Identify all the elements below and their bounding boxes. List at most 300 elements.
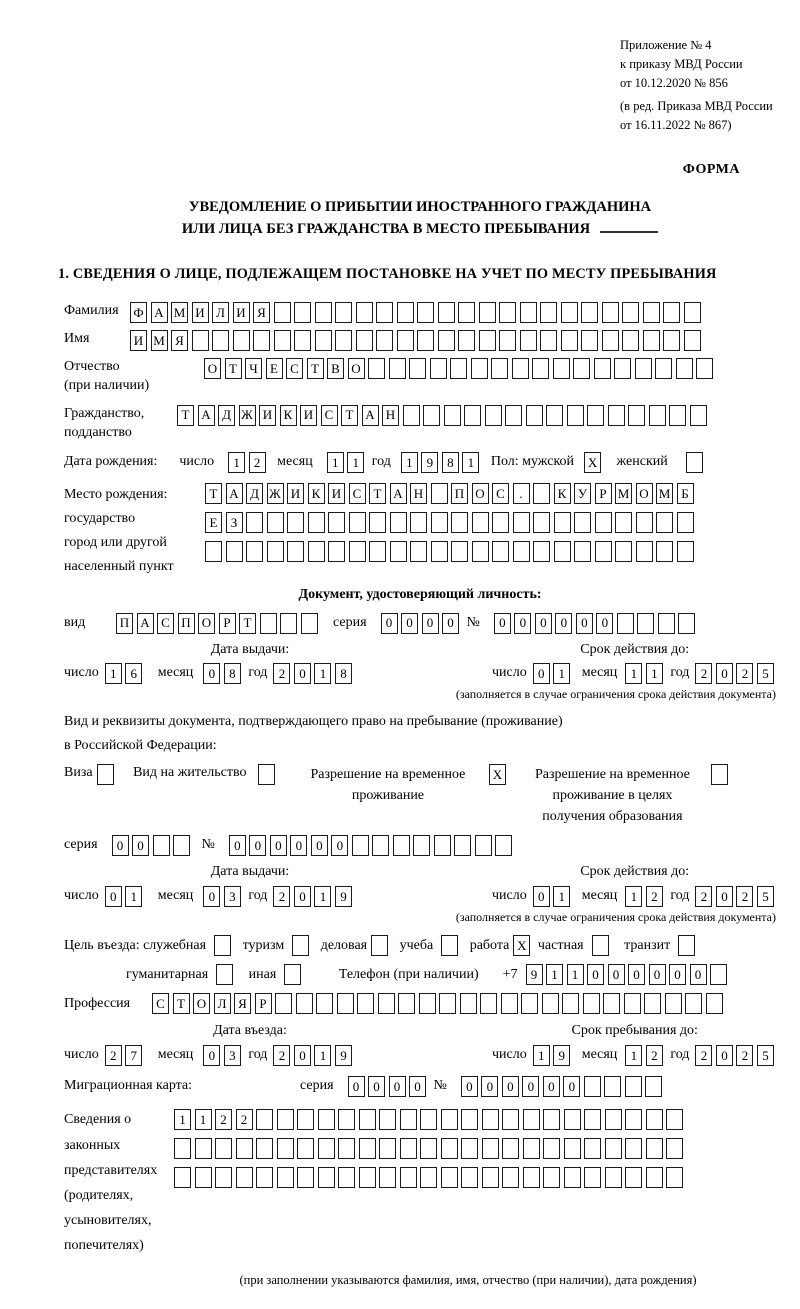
char-box[interactable]: 1 <box>125 886 142 907</box>
char-box[interactable]: Т <box>205 483 222 504</box>
char-box[interactable] <box>584 1138 601 1159</box>
char-box[interactable]: Т <box>239 613 256 634</box>
char-box[interactable]: 9 <box>526 964 543 985</box>
char-box[interactable] <box>400 1109 417 1130</box>
char-box[interactable]: 3 <box>224 1045 241 1066</box>
char-box[interactable]: 0 <box>649 964 666 985</box>
char-box[interactable] <box>502 1138 519 1159</box>
entry-day-input[interactable] <box>105 1045 146 1066</box>
char-box[interactable] <box>643 330 660 351</box>
char-box[interactable]: Ф <box>130 302 147 323</box>
char-box[interactable]: 1 <box>553 663 570 684</box>
char-box[interactable] <box>294 302 311 323</box>
permit-issue-year-input[interactable] <box>273 886 355 907</box>
char-box[interactable]: 0 <box>409 1076 426 1097</box>
char-box[interactable]: 6 <box>125 663 142 684</box>
char-box[interactable] <box>540 302 557 323</box>
citizenship-input[interactable] <box>177 405 710 426</box>
char-box[interactable] <box>523 1109 540 1130</box>
char-box[interactable] <box>297 1138 314 1159</box>
permit-issue-month-input[interactable] <box>203 886 244 907</box>
char-box[interactable] <box>215 1138 232 1159</box>
char-box[interactable] <box>410 512 427 533</box>
doc-issue-day-input[interactable] <box>105 663 146 684</box>
char-box[interactable] <box>246 541 263 562</box>
purpose-transit-checkbox[interactable] <box>678 935 699 956</box>
char-box[interactable]: 2 <box>273 663 290 684</box>
entry-month-input[interactable] <box>203 1045 244 1066</box>
checkbox[interactable] <box>258 764 275 785</box>
char-box[interactable]: М <box>171 302 188 323</box>
char-box[interactable] <box>337 993 354 1014</box>
char-box[interactable]: Л <box>212 302 229 323</box>
char-box[interactable] <box>643 302 660 323</box>
char-box[interactable]: Т <box>307 358 324 379</box>
char-box[interactable]: 0 <box>535 613 552 634</box>
checkbox[interactable] <box>284 964 301 985</box>
checkbox[interactable] <box>592 935 609 956</box>
char-box[interactable] <box>520 330 537 351</box>
char-box[interactable] <box>540 330 557 351</box>
char-box[interactable]: 1 <box>347 452 364 473</box>
char-box[interactable] <box>441 1167 458 1188</box>
char-box[interactable]: С <box>492 483 509 504</box>
char-box[interactable]: 0 <box>608 964 625 985</box>
char-box[interactable] <box>646 1167 663 1188</box>
char-box[interactable]: 0 <box>628 964 645 985</box>
char-box[interactable] <box>605 1167 622 1188</box>
char-box[interactable]: 0 <box>533 663 550 684</box>
char-box[interactable]: 1 <box>567 964 584 985</box>
phone-input[interactable] <box>526 964 731 985</box>
birth-month-input[interactable] <box>327 452 368 473</box>
doc-issue-year-input[interactable] <box>273 663 355 684</box>
char-box[interactable] <box>501 993 518 1014</box>
char-box[interactable] <box>431 512 448 533</box>
char-box[interactable] <box>192 330 209 351</box>
char-box[interactable]: П <box>116 613 133 634</box>
surname-input[interactable] <box>130 302 704 323</box>
char-box[interactable] <box>684 330 701 351</box>
char-box[interactable]: Е <box>266 358 283 379</box>
char-box[interactable] <box>512 358 529 379</box>
char-box[interactable]: 0 <box>381 613 398 634</box>
char-box[interactable] <box>376 302 393 323</box>
char-box[interactable]: 0 <box>563 1076 580 1097</box>
char-box[interactable] <box>521 993 538 1014</box>
char-box[interactable]: 0 <box>331 835 348 856</box>
char-box[interactable]: 0 <box>533 886 550 907</box>
char-box[interactable]: 1 <box>314 886 331 907</box>
char-box[interactable] <box>410 541 427 562</box>
char-box[interactable] <box>369 512 386 533</box>
stay-year-input[interactable] <box>695 1045 777 1066</box>
permit-valid-day-input[interactable] <box>533 886 574 907</box>
char-box[interactable]: Б <box>677 483 694 504</box>
char-box[interactable] <box>464 405 481 426</box>
char-box[interactable] <box>564 1109 581 1130</box>
char-box[interactable]: 1 <box>327 452 344 473</box>
char-box[interactable] <box>663 330 680 351</box>
char-box[interactable] <box>625 1167 642 1188</box>
char-box[interactable] <box>423 405 440 426</box>
char-box[interactable] <box>480 993 497 1014</box>
char-box[interactable]: Н <box>410 483 427 504</box>
char-box[interactable]: Т <box>177 405 194 426</box>
char-box[interactable] <box>472 541 489 562</box>
char-box[interactable]: 2 <box>215 1109 232 1130</box>
patronymic-input[interactable] <box>204 358 717 379</box>
char-box[interactable]: И <box>287 483 304 504</box>
char-box[interactable] <box>260 613 277 634</box>
char-box[interactable] <box>526 405 543 426</box>
char-box[interactable] <box>274 302 291 323</box>
char-box[interactable] <box>584 1167 601 1188</box>
char-box[interactable] <box>335 302 352 323</box>
checkbox[interactable] <box>371 935 388 956</box>
checkbox[interactable] <box>292 935 309 956</box>
char-box[interactable] <box>615 541 632 562</box>
char-box[interactable]: 0 <box>494 613 511 634</box>
checkbox[interactable] <box>441 935 458 956</box>
char-box[interactable] <box>277 1167 294 1188</box>
char-box[interactable]: Д <box>246 483 263 504</box>
char-box[interactable] <box>256 1167 273 1188</box>
char-box[interactable] <box>236 1138 253 1159</box>
doc-number-input[interactable] <box>494 613 699 634</box>
char-box[interactable] <box>554 541 571 562</box>
char-box[interactable] <box>523 1167 540 1188</box>
char-box[interactable] <box>542 993 559 1014</box>
char-box[interactable]: 0 <box>461 1076 478 1097</box>
char-box[interactable] <box>628 405 645 426</box>
char-box[interactable] <box>174 1138 191 1159</box>
char-box[interactable]: Т <box>369 483 386 504</box>
char-box[interactable]: 1 <box>646 663 663 684</box>
char-box[interactable] <box>393 835 410 856</box>
char-box[interactable]: С <box>157 613 174 634</box>
char-box[interactable] <box>655 358 672 379</box>
char-box[interactable] <box>246 512 263 533</box>
char-box[interactable]: К <box>280 405 297 426</box>
char-box[interactable]: У <box>574 483 591 504</box>
char-box[interactable] <box>349 512 366 533</box>
checkbox[interactable]: X <box>584 452 601 473</box>
permit-valid-year-input[interactable] <box>695 886 777 907</box>
char-box[interactable] <box>581 302 598 323</box>
char-box[interactable] <box>274 330 291 351</box>
char-box[interactable] <box>438 330 455 351</box>
char-box[interactable] <box>444 405 461 426</box>
char-box[interactable]: О <box>204 358 221 379</box>
char-box[interactable]: 0 <box>716 1045 733 1066</box>
char-box[interactable] <box>308 512 325 533</box>
char-box[interactable] <box>602 302 619 323</box>
char-box[interactable]: П <box>451 483 468 504</box>
char-box[interactable] <box>677 512 694 533</box>
char-box[interactable]: Т <box>341 405 358 426</box>
char-box[interactable]: 0 <box>481 1076 498 1097</box>
char-box[interactable] <box>646 1109 663 1130</box>
char-box[interactable]: 0 <box>249 835 266 856</box>
char-box[interactable]: 8 <box>442 452 459 473</box>
char-box[interactable] <box>431 541 448 562</box>
char-box[interactable] <box>417 302 434 323</box>
char-box[interactable]: 0 <box>442 613 459 634</box>
char-box[interactable] <box>441 1138 458 1159</box>
char-box[interactable] <box>267 541 284 562</box>
char-box[interactable] <box>602 330 619 351</box>
char-box[interactable]: И <box>192 302 209 323</box>
char-box[interactable] <box>479 302 496 323</box>
char-box[interactable] <box>677 541 694 562</box>
char-box[interactable]: П <box>178 613 195 634</box>
mig-series-input[interactable] <box>348 1076 430 1097</box>
char-box[interactable] <box>561 330 578 351</box>
char-box[interactable]: 0 <box>294 663 311 684</box>
char-box[interactable]: И <box>259 405 276 426</box>
char-box[interactable] <box>495 835 512 856</box>
char-box[interactable]: И <box>130 330 147 351</box>
char-box[interactable] <box>400 1138 417 1159</box>
char-box[interactable] <box>287 541 304 562</box>
char-box[interactable] <box>458 302 475 323</box>
char-box[interactable] <box>296 993 313 1014</box>
char-box[interactable] <box>461 1167 478 1188</box>
purpose-humanitarian-checkbox[interactable] <box>216 964 237 985</box>
char-box[interactable]: 1 <box>625 663 642 684</box>
char-box[interactable]: С <box>321 405 338 426</box>
char-box[interactable] <box>450 358 467 379</box>
purpose-official-checkbox[interactable] <box>214 935 235 956</box>
char-box[interactable]: 3 <box>224 886 241 907</box>
char-box[interactable]: 2 <box>105 1045 122 1066</box>
char-box[interactable] <box>174 1167 191 1188</box>
char-box[interactable]: Р <box>255 993 272 1014</box>
birthplace-input-row3[interactable] <box>205 541 697 562</box>
char-box[interactable] <box>195 1138 212 1159</box>
char-box[interactable]: 0 <box>105 886 122 907</box>
char-box[interactable] <box>690 405 707 426</box>
char-box[interactable]: 2 <box>736 1045 753 1066</box>
residence-permit-checkbox[interactable] <box>258 764 279 785</box>
char-box[interactable]: М <box>615 483 632 504</box>
char-box[interactable]: 0 <box>270 835 287 856</box>
char-box[interactable] <box>376 330 393 351</box>
char-box[interactable]: 1 <box>625 886 642 907</box>
char-box[interactable] <box>359 1138 376 1159</box>
char-box[interactable] <box>533 541 550 562</box>
char-box[interactable]: 0 <box>669 964 686 985</box>
char-box[interactable]: Л <box>214 993 231 1014</box>
char-box[interactable]: Я <box>234 993 251 1014</box>
char-box[interactable]: 0 <box>596 613 613 634</box>
char-box[interactable]: 0 <box>294 1045 311 1066</box>
char-box[interactable]: 1 <box>314 1045 331 1066</box>
char-box[interactable] <box>614 358 631 379</box>
char-box[interactable]: 1 <box>401 452 418 473</box>
char-box[interactable]: 5 <box>757 886 774 907</box>
char-box[interactable]: С <box>349 483 366 504</box>
char-box[interactable]: 1 <box>553 886 570 907</box>
char-box[interactable] <box>173 835 190 856</box>
char-box[interactable]: Р <box>595 483 612 504</box>
char-box[interactable]: 2 <box>695 886 712 907</box>
char-box[interactable] <box>417 330 434 351</box>
char-box[interactable] <box>482 1109 499 1130</box>
char-box[interactable] <box>397 330 414 351</box>
char-box[interactable]: 1 <box>228 452 245 473</box>
entry-year-input[interactable] <box>273 1045 355 1066</box>
char-box[interactable] <box>398 993 415 1014</box>
char-box[interactable] <box>379 1138 396 1159</box>
char-box[interactable]: О <box>198 613 215 634</box>
char-box[interactable] <box>562 993 579 1014</box>
char-box[interactable] <box>656 512 673 533</box>
char-box[interactable] <box>706 993 723 1014</box>
char-box[interactable] <box>635 358 652 379</box>
char-box[interactable]: М <box>151 330 168 351</box>
char-box[interactable] <box>420 1167 437 1188</box>
char-box[interactable] <box>491 358 508 379</box>
char-box[interactable]: 0 <box>401 613 418 634</box>
char-box[interactable] <box>543 1138 560 1159</box>
char-box[interactable] <box>615 512 632 533</box>
profession-input[interactable] <box>152 993 726 1014</box>
char-box[interactable] <box>390 541 407 562</box>
char-box[interactable] <box>625 1109 642 1130</box>
char-box[interactable] <box>646 1138 663 1159</box>
char-box[interactable]: 0 <box>716 663 733 684</box>
char-box[interactable]: 0 <box>112 835 129 856</box>
char-box[interactable]: 1 <box>195 1109 212 1130</box>
char-box[interactable]: Н <box>382 405 399 426</box>
char-box[interactable] <box>471 358 488 379</box>
char-box[interactable] <box>594 358 611 379</box>
char-box[interactable]: И <box>233 302 250 323</box>
char-box[interactable] <box>297 1167 314 1188</box>
char-box[interactable]: О <box>472 483 489 504</box>
char-box[interactable] <box>315 330 332 351</box>
char-box[interactable] <box>684 302 701 323</box>
permit-number-input[interactable] <box>229 835 516 856</box>
doc-valid-month-input[interactable] <box>625 663 666 684</box>
char-box[interactable] <box>492 512 509 533</box>
char-box[interactable] <box>665 993 682 1014</box>
char-box[interactable]: А <box>137 613 154 634</box>
char-box[interactable] <box>663 302 680 323</box>
char-box[interactable]: 1 <box>625 1045 642 1066</box>
char-box[interactable] <box>505 405 522 426</box>
char-box[interactable] <box>617 613 634 634</box>
char-box[interactable]: Е <box>205 512 222 533</box>
char-box[interactable] <box>267 512 284 533</box>
char-box[interactable]: К <box>308 483 325 504</box>
char-box[interactable]: 0 <box>576 613 593 634</box>
char-box[interactable]: И <box>328 483 345 504</box>
char-box[interactable] <box>678 613 695 634</box>
char-box[interactable] <box>308 541 325 562</box>
char-box[interactable] <box>624 993 641 1014</box>
char-box[interactable] <box>359 1109 376 1130</box>
char-box[interactable]: 0 <box>311 835 328 856</box>
char-box[interactable] <box>451 512 468 533</box>
doc-valid-day-input[interactable] <box>533 663 574 684</box>
stay-day-input[interactable] <box>533 1045 574 1066</box>
char-box[interactable] <box>502 1167 519 1188</box>
char-box[interactable]: З <box>226 512 243 533</box>
char-box[interactable]: 9 <box>421 452 438 473</box>
permit-issue-day-input[interactable] <box>105 886 146 907</box>
purpose-business-checkbox[interactable] <box>371 935 392 956</box>
char-box[interactable] <box>533 483 550 504</box>
char-box[interactable] <box>561 302 578 323</box>
char-box[interactable] <box>492 541 509 562</box>
char-box[interactable] <box>603 993 620 1014</box>
checkbox[interactable]: X <box>489 764 506 785</box>
char-box[interactable] <box>461 1138 478 1159</box>
char-box[interactable] <box>153 835 170 856</box>
char-box[interactable] <box>315 302 332 323</box>
char-box[interactable]: 0 <box>294 886 311 907</box>
checkbox[interactable] <box>686 452 703 473</box>
char-box[interactable]: 2 <box>646 886 663 907</box>
char-box[interactable]: 0 <box>587 964 604 985</box>
char-box[interactable] <box>482 1138 499 1159</box>
char-box[interactable] <box>587 405 604 426</box>
char-box[interactable]: 0 <box>543 1076 560 1097</box>
char-box[interactable] <box>543 1167 560 1188</box>
mig-number-input[interactable] <box>461 1076 666 1097</box>
char-box[interactable] <box>669 405 686 426</box>
char-box[interactable] <box>338 1167 355 1188</box>
char-box[interactable] <box>637 613 654 634</box>
char-box[interactable] <box>644 993 661 1014</box>
char-box[interactable]: Я <box>253 302 270 323</box>
char-box[interactable] <box>625 1076 642 1097</box>
char-box[interactable]: 0 <box>502 1076 519 1097</box>
char-box[interactable] <box>318 1109 335 1130</box>
char-box[interactable] <box>645 1076 662 1097</box>
char-box[interactable] <box>430 358 447 379</box>
birthplace-input-row2[interactable] <box>205 512 697 533</box>
char-box[interactable]: 2 <box>249 452 266 473</box>
char-box[interactable]: 5 <box>757 663 774 684</box>
char-box[interactable] <box>523 1138 540 1159</box>
char-box[interactable]: Ч <box>245 358 262 379</box>
char-box[interactable] <box>458 330 475 351</box>
char-box[interactable] <box>564 1138 581 1159</box>
char-box[interactable] <box>438 302 455 323</box>
doc-type-input[interactable] <box>116 613 321 634</box>
char-box[interactable]: 1 <box>462 452 479 473</box>
char-box[interactable] <box>513 541 530 562</box>
char-box[interactable] <box>294 330 311 351</box>
char-box[interactable] <box>543 1109 560 1130</box>
char-box[interactable] <box>656 541 673 562</box>
temp-residence-checkbox[interactable] <box>489 764 510 785</box>
char-box[interactable] <box>277 1109 294 1130</box>
char-box[interactable] <box>625 1138 642 1159</box>
char-box[interactable] <box>532 358 549 379</box>
char-box[interactable] <box>409 358 426 379</box>
checkbox[interactable] <box>678 935 695 956</box>
char-box[interactable]: О <box>193 993 210 1014</box>
char-box[interactable] <box>372 835 389 856</box>
char-box[interactable]: 2 <box>236 1109 253 1130</box>
purpose-other-checkbox[interactable] <box>284 964 305 985</box>
char-box[interactable] <box>297 1109 314 1130</box>
